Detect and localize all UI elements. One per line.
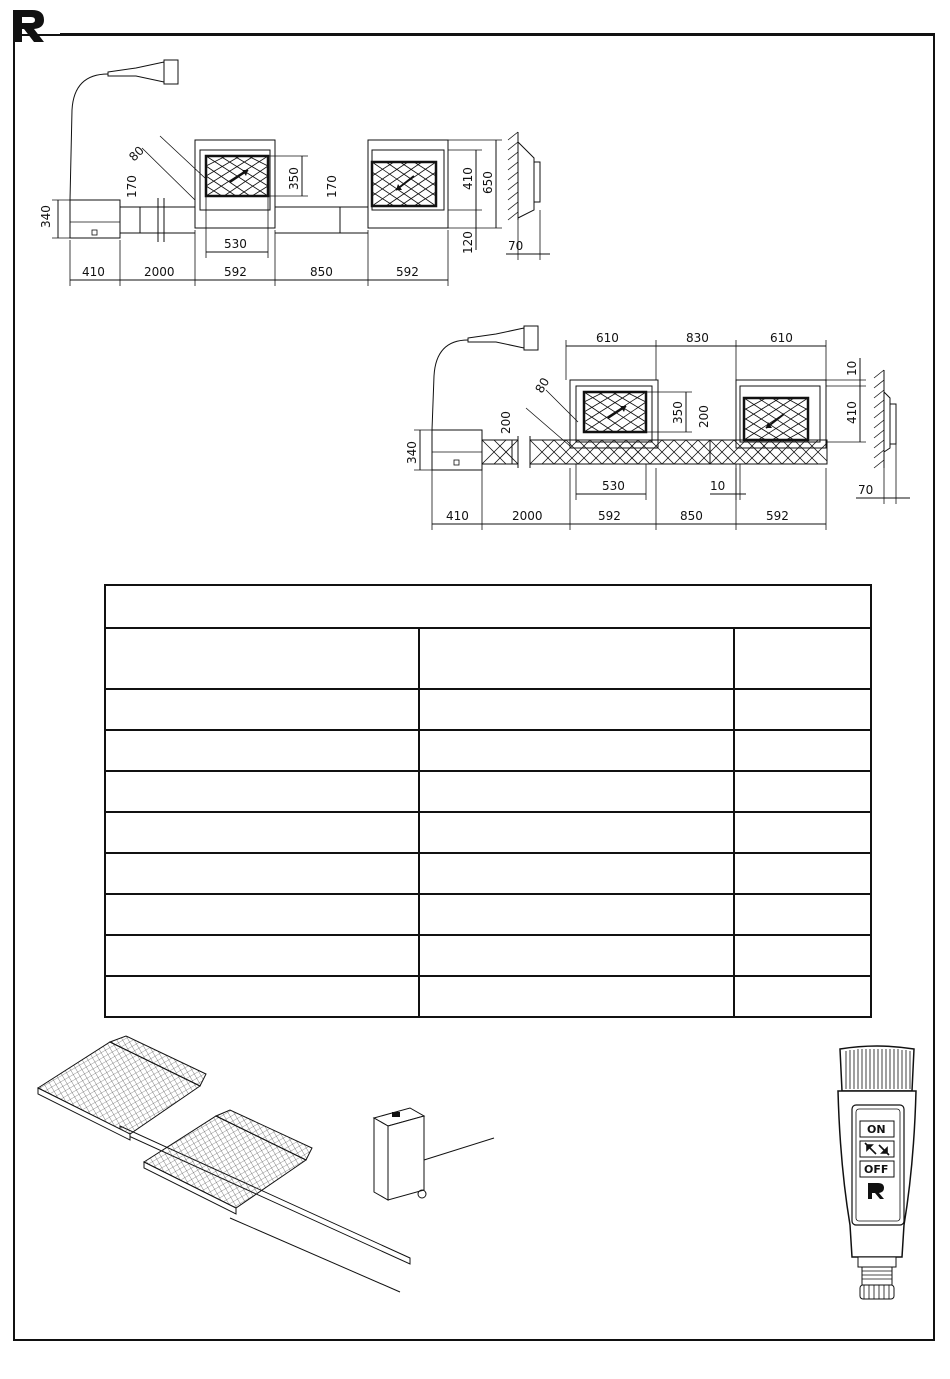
dim-edge-offset: 10 — [845, 360, 859, 376]
table-cell — [105, 628, 419, 689]
dim-gap-length-2: 2000 — [512, 509, 543, 523]
dim-wall-offset-2: 70 — [858, 483, 874, 497]
table-header-row — [105, 585, 871, 628]
table-cell — [734, 853, 871, 894]
dim-gap-length: 2000 — [144, 265, 175, 279]
table-cell — [419, 894, 734, 935]
dim-plate-gap: 850 — [310, 265, 333, 279]
table-cell — [105, 812, 419, 853]
on-button-label: ON — [867, 1123, 886, 1136]
table-cell — [419, 935, 734, 976]
table-cell — [419, 976, 734, 1017]
table-cell — [419, 628, 734, 689]
dim-gap-small: 10 — [710, 479, 726, 493]
dim-channel-width: 200 — [499, 411, 513, 434]
plate-1 — [195, 140, 275, 228]
middle-layout-diagram — [400, 318, 920, 538]
off-button-label: OFF — [864, 1163, 889, 1176]
remote-control-icon-2 — [432, 326, 538, 430]
table-cell — [734, 935, 871, 976]
dim-cabinet-height: 340 — [39, 205, 53, 228]
dim-top-plate1: 610 — [596, 331, 619, 345]
table-cell — [419, 730, 734, 771]
plate-2-middle — [736, 380, 826, 448]
table-cell — [105, 894, 419, 935]
dim-plate-gap-2: 850 — [680, 509, 703, 523]
dim-inner-width-2: 530 — [602, 479, 625, 493]
remote-control-large — [832, 1045, 922, 1310]
dim-wall-offset: 70 — [508, 239, 524, 253]
dim-plate2-width-2: 592 — [766, 509, 789, 523]
dim-angle: 80 — [126, 143, 147, 165]
lift-illustration — [30, 1030, 510, 1310]
table-cell — [105, 689, 419, 730]
leader-line — [424, 1138, 494, 1160]
table-cell — [734, 894, 871, 935]
table-cell — [105, 976, 419, 1017]
plate-2-perspective — [144, 1110, 312, 1214]
dim-channel-width-2: 200 — [697, 405, 711, 428]
dim-plate-height-2: 410 — [845, 401, 859, 424]
dim-angle-2: 80 — [532, 375, 553, 396]
table-cell — [105, 730, 419, 771]
table-cell — [105, 853, 419, 894]
table-cell — [734, 976, 871, 1017]
dim-inner-height: 350 — [287, 167, 301, 190]
plate-1-middle — [570, 380, 658, 448]
wall-mount — [508, 132, 540, 220]
table-cell — [105, 771, 419, 812]
control-cabinet-2 — [432, 430, 482, 470]
table-cell — [419, 771, 734, 812]
dim-total-height: 650 — [481, 171, 495, 194]
plate-2 — [368, 140, 448, 228]
table-cell — [734, 628, 871, 689]
dim-plate2-width: 592 — [396, 265, 419, 279]
dim-inner-width: 530 — [224, 237, 247, 251]
table-cell — [419, 812, 734, 853]
table-cell — [734, 689, 871, 730]
dim-base-width-2: 410 — [446, 509, 469, 523]
dim-plate1-width: 592 — [224, 265, 247, 279]
dim-plate-height: 410 — [461, 167, 475, 190]
dim-inner-height-2: 350 — [671, 401, 685, 424]
table-cell — [419, 689, 734, 730]
table-cell — [734, 812, 871, 853]
table-cell — [734, 771, 871, 812]
wall-mount-2 — [874, 370, 896, 468]
dim-top-gap: 830 — [686, 331, 709, 345]
table-cell — [734, 730, 871, 771]
dim-rail-height: 170 — [125, 175, 139, 198]
table-cell — [419, 853, 734, 894]
remote-control-icon — [70, 60, 178, 200]
plate-1-perspective — [38, 1036, 206, 1140]
control-cabinet — [70, 200, 120, 238]
table-cell — [105, 935, 419, 976]
dim-bottom-offset: 120 — [461, 231, 475, 254]
dim-cabinet-height-2: 340 — [405, 441, 419, 464]
dim-rail-height-2: 170 — [325, 175, 339, 198]
top-layout-diagram — [30, 50, 570, 290]
dim-base-width: 410 — [82, 265, 105, 279]
dim-plate1-width-2: 592 — [598, 509, 621, 523]
spec-table — [104, 584, 872, 1018]
control-unit — [372, 1108, 426, 1310]
dim-top-plate2: 610 — [770, 331, 793, 345]
